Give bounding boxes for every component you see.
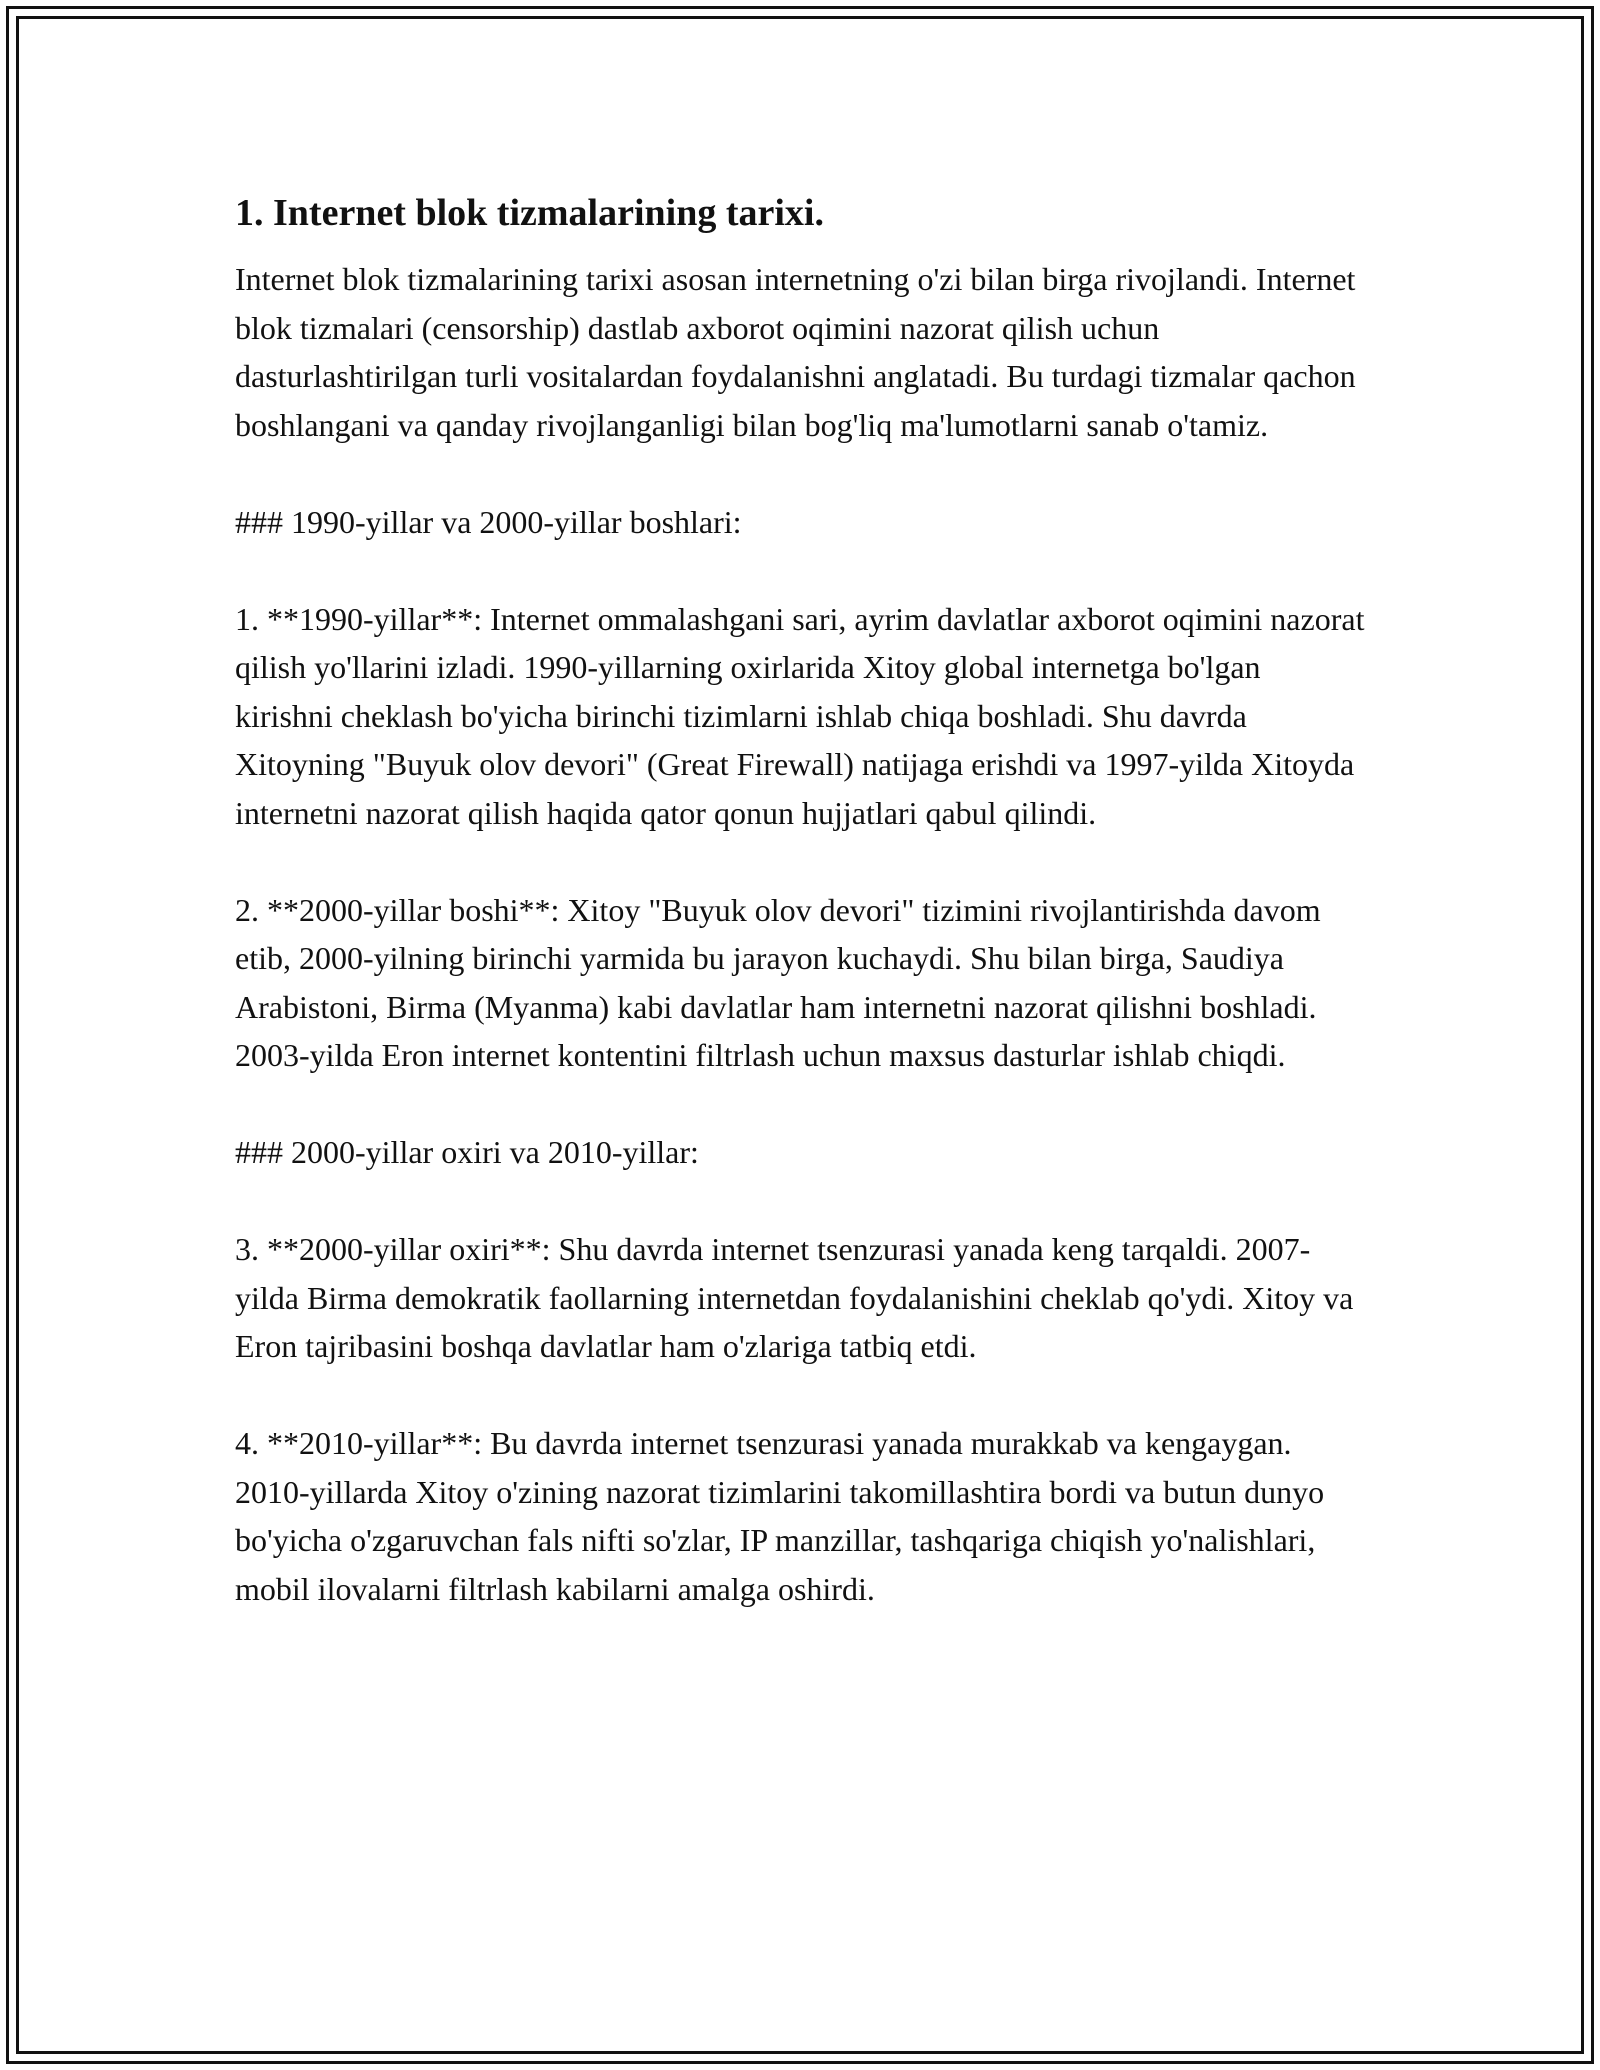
list-item-2010s: 4. **2010-yillar**: Bu davrda internet tsenzurasi yanada murakkab va kengaygan. 2010-yillarda Xitoy o'zining nazorat tizimlarini takomillashtira bordi va butun dunyo bo'yicha o'zgaruvchan fals nifti so'zlar, IP manzillar, tashqariga chiqish yo'nalishlari, mobil ilovalarni filtrlash kabilarni amalga oshirdi. <box>235 1425 1325 1607</box>
list-item-early-2000s: 2. **2000-yillar boshi**: Xitoy "Buyuk olov devori" tizimini rivojlantirishda davom etib, 2000-yilning birinchi yarmida bu jarayon kuchaydi. Shu bilan birga, Saudiya Arabistoni, Birma (Myanma) kabi davlatlar ham internetni nazorat qilishni boshladi. 2003-yilda Eron internet kontentini filtrlash uchun maxsus dasturlar ishlab chiqdi. <box>235 891 1321 1073</box>
list-item-1990s: 1. **1990-yillar**: Internet ommalashgani sari, ayrim davlatlar axborot oqimini nazorat qilish yo'llarini izladi. 1990-yillarning oxirlarida Xitoy global internetga bo'lgan kirishni cheklash bo'yicha birinchi tizimlarni ishlab chiqa boshladi. Shu davrda Xitoyning "Buyuk olov devori" (Great Firewall) natijaga erishdi va 1997-yilda Xitoyda internetni nazorat qilish haqida qator qonun hujjatlari qabul qilindi. <box>235 600 1365 831</box>
document-heading: 1. Internet blok tizmalarining tarixi. <box>235 192 824 234</box>
section-heading-late-2000s: ### 2000-yillar oxiri va 2010-yillar: <box>235 1134 699 1170</box>
section-heading-1990s: ### 1990-yillar va 2000-yillar boshlari: <box>235 503 742 540</box>
intro-paragraph: Internet blok tizmalarining tarixi asosan internetning o'zi bilan birga rivojlandi. Internet blok tizmalari (censorship) dastlab axborot oqimini nazorat qilish uchun dasturlashtirilgan turli vositalardan foydalanishni anglatadi. Bu turdagi tizmalar qachon boshlangani va qanday rivojlanganligi bilan bog'liq ma'lumotlarni sanab o'tamiz. <box>235 261 1356 443</box>
document-body <box>235 183 1365 1662</box>
list-item-late-2000s: 3. **2000-yillar oxiri**: Shu davrda internet tsenzurasi yanada keng tarqaldi. 2007-yilda Birma demokratik faollarning internetdan foydalanishini cheklab qo'ydi. Xitoy va Eron tajribasini boshqa davlatlar ham o'zlariga tatbiq etdi. <box>235 1231 1354 1364</box>
